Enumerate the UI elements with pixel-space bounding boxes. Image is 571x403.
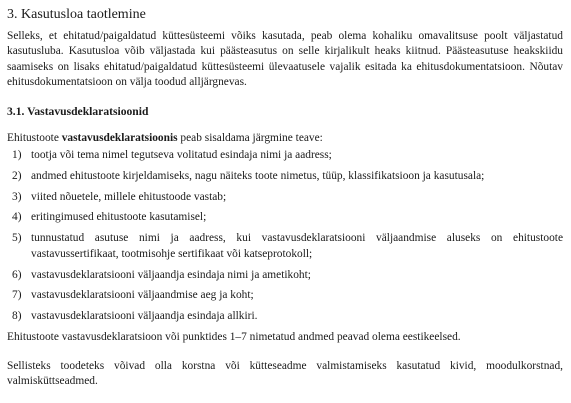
subsection-intro (7, 131, 563, 146)
list-item-text: viited nõuetele, millele ehitustoode vastab; (31, 190, 227, 203)
intro-term: vastavusdeklaratsioonis (61, 132, 178, 145)
list-item-text: vastavusdeklaratsiooni väljaandja esindaja allkiri. (31, 310, 258, 323)
list-item (7, 148, 563, 163)
closing-paragraph: Sellisteks toodeteks võivad olla korstna või kütteseadme valmistamiseks kasutatud kivid, moodulkorstnad, valmisküttseadmed. (7, 359, 563, 387)
list-item (7, 231, 563, 262)
list-item-number: 3) (12, 190, 22, 203)
list-item-number: 5) (12, 232, 22, 245)
list-item-text: andmed ehitustoote kirjeldamiseks, nagu näiteks toote nimetus, tüüp, klassifikatsioon ja kasutusala; (31, 169, 485, 182)
list-item-number: 8) (12, 310, 22, 323)
list-item-text: vastavusdeklaratsiooni väljaandmise aeg ja koht; (31, 289, 254, 302)
intro-text-before: Ehitustoote (7, 132, 62, 145)
list-item (7, 210, 563, 225)
list-item-number: 1) (12, 148, 22, 161)
list-item-number: 4) (12, 211, 22, 224)
list-item-text: tootja või tema nimel tegutseva volitatud esindaja nimi ja aadress; (31, 148, 332, 161)
subsection-title: 3.1. Vastavusdeklaratsioonid (7, 105, 149, 119)
list-item-text: eritingimused ehitustoote kasutamisel; (31, 211, 207, 224)
list-item (7, 268, 563, 283)
section-paragraph: Selleks, et ehitatud/paigaldatud küttesüsteemi võiks kasutada, peab olema kohaliku omavalitsuse poolt väljastatud kasutusluba. Kasutusloa võib väljastada kui päästeasutus on selle kirjalikult heaks kiitnud. Päästeasutuse heakskiidu saamiseks on lisaks ehitatud/paigaldatud küttesüsteemi ülevaatusele vajalik esitada ka ehitusdokumentatsioon. Nõutav ehitusdokumentatsioon on välja toodud alljärgnevas. (7, 30, 563, 88)
list-item-number: 2) (12, 169, 22, 182)
list-item (7, 309, 563, 324)
list-item-number: 7) (12, 289, 22, 302)
requirements-list (7, 148, 563, 325)
after-list-paragraph: Ehitustoote vastavusdeklaratsioon või punktides 1–7 nimetatud andmed peavad olema eestikeelsed. (7, 331, 461, 344)
list-item (7, 169, 563, 184)
list-item (7, 288, 563, 303)
list-item-text: tunnustatud asutuse nimi ja aadress, kui vastavusdeklaratsiooni väljaandmise aluseks on ehitustoote vastavussertifikaat, tootmisohje sertifikaat või katseprotokoll; (31, 232, 563, 260)
spacer (7, 346, 563, 359)
list-item-text: vastavusdeklaratsiooni väljaandja esindaja nimi ja ametikoht; (31, 268, 311, 281)
list-item-number: 6) (12, 268, 22, 281)
list-item (7, 190, 563, 205)
section-title: 3. Kasutusloa taotlemine (7, 7, 146, 22)
intro-text-after: peab sisaldama järgmine teave: (177, 132, 323, 145)
